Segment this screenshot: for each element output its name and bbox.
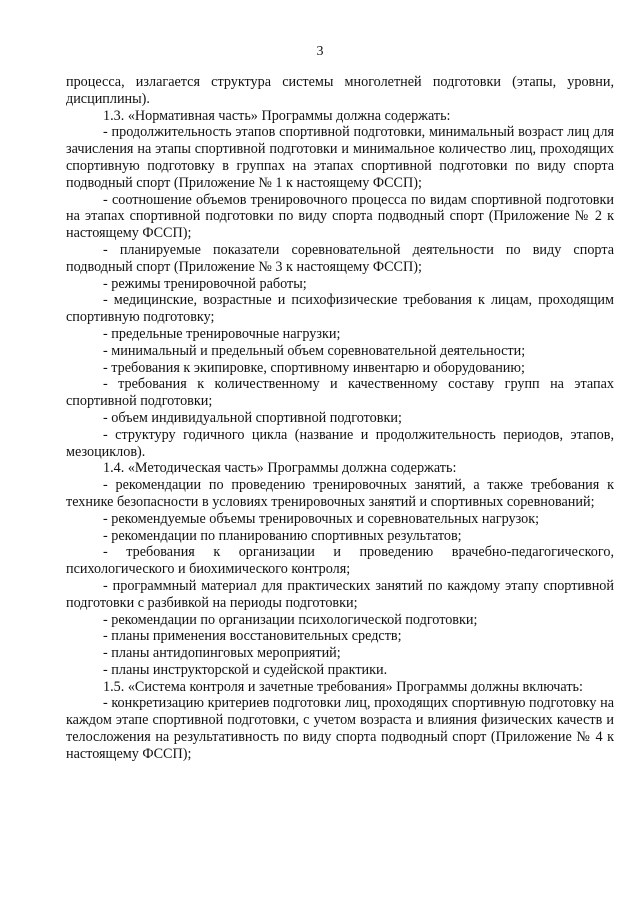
list-item: - требования к количественному и качественному составу групп на этапах спортивной подготовки; [66, 376, 614, 410]
list-item: - режимы тренировочной работы; [103, 275, 307, 292]
list-item: - объем индивидуальной спортивной подготовки; [103, 409, 402, 426]
section-heading-1-5: 1.5. «Система контроля и зачетные требования» Программы должны включать: [103, 678, 583, 695]
list-item: - рекомендации по планированию спортивных результатов; [103, 527, 462, 544]
list-item: - рекомендации по проведению тренировочных занятий, а также требования к технике безопасности в условиях тренировочных занятий и спортивных соревнований; [66, 477, 614, 510]
list-item: - предельные тренировочные нагрузки; [103, 325, 341, 342]
list-item: - планы применения восстановительных средств; [103, 628, 402, 645]
list-item: - соотношение объемов тренировочного процесса по видам спортивной подготовки на этапах спортивной подготовки по виду спорта подводный спорт (Приложение № 2 к настоящему ФССП); [66, 191, 614, 242]
list-item: - планы инструкторской и судейской практики. [103, 661, 388, 678]
list-item: - продолжительность этапов спортивной подготовки, минимальный возраст лиц для зачисления на этапы спортивной подготовки и минимальное количество лиц, проходящих спортивную подготовку в группах на этапах спортивной подготовки по виду спорта подводный спорт (Приложение № 1 к настоящему ФССП); [66, 124, 614, 191]
list-item: - рекомендации по организации психологической подготовки; [103, 611, 478, 628]
list-item: - программный материал для практических занятий по каждому этапу спортивной подготовки с разбивкой на периоды подготовки; [66, 577, 614, 611]
list-item: - минимальный и предельный объем соревновательной деятельности; [103, 342, 526, 359]
list-item: - медицинские, возрастные и психофизические требования к лицам, проходящим спортивную подготовку; [66, 292, 614, 326]
section-heading-1-3: 1.3. «Нормативная часть» Программы должна содержать: [103, 107, 451, 124]
list-item: - планы антидопинговых мероприятий; [103, 645, 341, 662]
list-item: - конкретизацию критериев подготовки лиц, проходящих спортивную подготовку на каждом этапе спортивной подготовки, с учетом возраста и влияния физических качеств и телосложения на результативность по виду спорта подводный спорт (Приложение № 4 к настоящему ФССП); [66, 695, 614, 762]
list-item: - структуру годичного цикла (название и продолжительность периодов, этапов, мезоциклов). [66, 426, 614, 460]
paragraph-continuation: процесса, излагается структура системы многолетней подготовки (этапы, уровни, дисциплины). [66, 74, 614, 107]
list-item: - требования к экипировке, спортивному инвентарю и оборудованию; [103, 359, 525, 376]
section-heading-1-4: 1.4. «Методическая часть» Программы должна содержать: [103, 460, 457, 477]
page-number: 3 [316, 44, 324, 59]
list-item: - требования к организации и проведению врачебно-педагогического, психологического и биохимического контроля; [66, 544, 614, 578]
list-item: - планируемые показатели соревновательной деятельности по виду спорта подводный спорт (Приложение № 3 к настоящему ФССП); [66, 241, 614, 275]
document-body [66, 74, 614, 763]
list-item: - рекомендуемые объемы тренировочных и соревновательных нагрузок; [103, 510, 540, 527]
